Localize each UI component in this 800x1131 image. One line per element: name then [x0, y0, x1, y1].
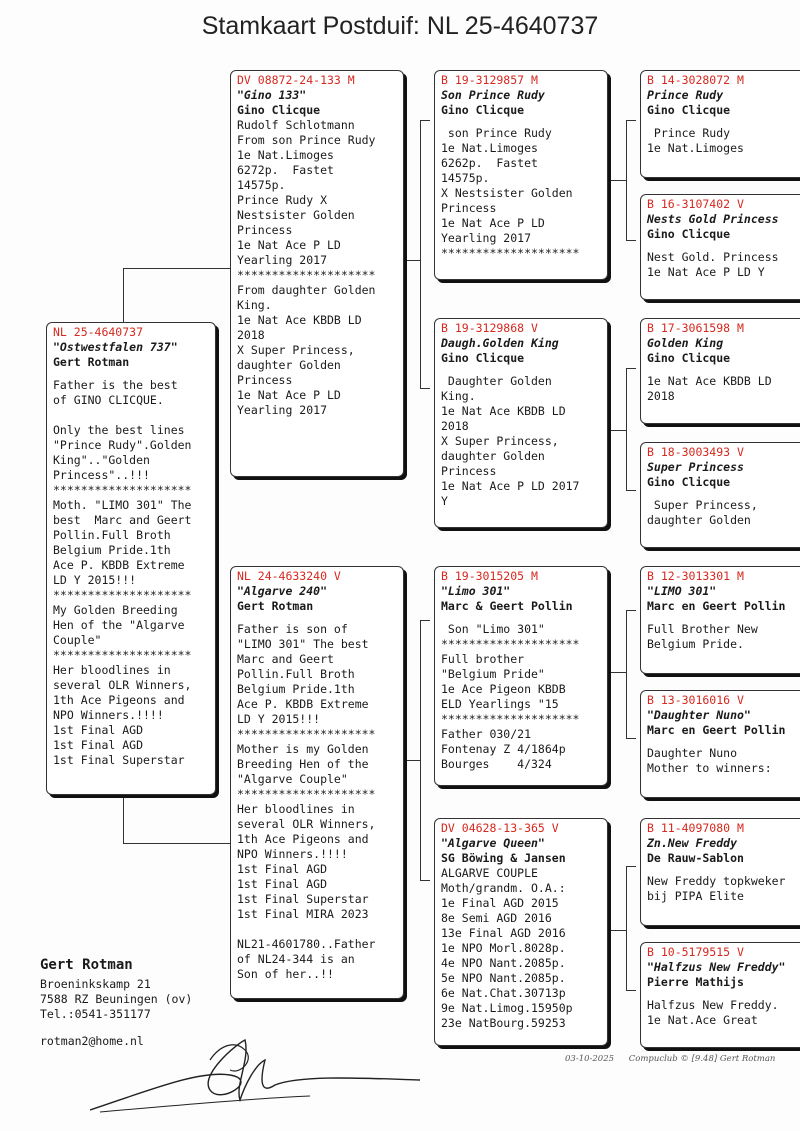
ring-number: B 12-3013301 M	[647, 569, 744, 583]
connector-line	[404, 760, 420, 761]
software-credit: Compuclub © [9.48] Gert Rotman	[628, 1054, 776, 1064]
connector-line	[626, 368, 636, 369]
breeder-name: De Rauw-Sablon	[647, 851, 744, 865]
pigeon-info: Nest Gold. Princess 1e Nat Ace P LD Y	[647, 250, 779, 279]
breeder-name: Gino Clicque	[647, 227, 731, 241]
pigeon-card-mother[interactable]	[230, 566, 404, 999]
pigeon-card-mother-father[interactable]	[434, 566, 608, 786]
connector-line	[626, 990, 636, 991]
pigeon-card-ffm[interactable]	[640, 194, 800, 300]
ring-number: B 19-3129857 M	[441, 73, 538, 87]
ring-number: NL 24-4633240 V	[237, 569, 341, 583]
pigeon-card-fmf[interactable]	[640, 318, 800, 424]
footer	[565, 1054, 787, 1064]
pigeon-info: Halfzus New Freddy. 1e Nat.Ace Great	[647, 998, 779, 1027]
pigeon-info: Father is the best of GINO CLICQUE. Only the best lines "Prince Rudy".Golden King".."Golden Princess"..!!! ******************** Moth. "LIMO 301" The best Marc and Geert Pollin.Full Broth Belgium Pride.1th Ace P. KBDB Extreme LD Y 2015!!! ******************** My Golden Breeding Hen of the "Algarve Couple" ******************** Her bloodlines in several OLR Winners, 1th Ace Pigeons and NPO Winners.!!!! 1st Final AGD 1st Final AGD 1st Final Superstar	[53, 378, 192, 767]
connector-line	[420, 120, 430, 121]
breeder-name: Gino Clicque	[441, 103, 525, 117]
page-title: Stamkaart Postduif: NL 25-4640737	[201, 12, 599, 40]
pigeon-name: "Algarve 240"	[237, 584, 328, 598]
signature-image	[60, 1030, 440, 1120]
connector-line	[123, 843, 230, 844]
pigeon-info: Daughter Nuno Mother to winners:	[647, 746, 772, 775]
ring-number: B 11-4097080 M	[647, 821, 744, 835]
connector-line	[626, 240, 636, 241]
breeder-name: Marc en Geert Pollin	[647, 723, 786, 737]
connector-line	[404, 260, 420, 261]
pigeon-name: "Daughter Nuno"	[647, 708, 751, 722]
ring-number: B 13-3016016 V	[647, 693, 744, 707]
print-date: 03-10-2025	[565, 1054, 615, 1064]
connector-line	[626, 610, 636, 611]
connector-line	[626, 120, 636, 121]
pigeon-info: Daughter Golden King. 1e Nat Ace KBDB LD 2018 X Super Princess, daughter Golden Princess 1e Nat Ace P LD 2017 Y	[441, 374, 580, 508]
pigeon-info: New Freddy topkweker bij PIPA Elite	[647, 874, 786, 903]
connector-line	[420, 620, 421, 880]
connector-line	[626, 610, 627, 738]
pigeon-name: Zn.New Freddy	[647, 836, 738, 850]
pigeon-name: "Halfzus New Freddy"	[647, 960, 786, 974]
pigeon-name: "LIMO 301"	[647, 584, 717, 598]
pigeon-name: Golden King	[647, 336, 724, 350]
connector-line	[420, 880, 430, 881]
pigeon-card-mother-mother[interactable]	[434, 818, 608, 1046]
breeder-name: Pierre Mathijs	[647, 975, 744, 989]
owner-email: rotman2@home.nl	[40, 1034, 144, 1048]
ring-number: DV 04628-13-365 V	[441, 821, 559, 835]
connector-line	[608, 180, 626, 181]
pigeon-name: "Gino 133"	[237, 88, 307, 102]
pigeon-name: Son Prince Rudy	[441, 88, 545, 102]
connector-line	[626, 866, 636, 867]
breeder-name: Gino Clicque	[647, 351, 731, 365]
breeder-name: Gino Clicque	[441, 351, 525, 365]
pigeon-info: Father is son of "LIMO 301" The best Marc and Geert Pollin.Full Broth Belgium Pride.1th Ace P. KBDB Extreme LD Y 2015!!! ******************** Mother is my Golden Breeding Hen of the "Algarve Couple" ******************** Her bloodlines in several OLR Winners, 1th Ace Pigeons and NPO Winners.!!!! 1st Final AGD 1st Final AGD 1st Final Superstar 1st Final MIRA 2023 NL21-4601780..Father of NL24-344 is an Son of her..!!	[237, 622, 376, 981]
breeder-name: Gino Clicque	[237, 103, 321, 117]
pigeon-name: Nests Gold Princess	[647, 212, 779, 226]
ring-number: B 14-3028072 M	[647, 73, 744, 87]
breeder-name: Gino Clicque	[647, 475, 731, 489]
pigeon-card-mff[interactable]	[640, 566, 800, 674]
breeder-name: Gino Clicque	[647, 103, 731, 117]
pigeon-card-mmm[interactable]	[640, 942, 800, 1048]
connector-line	[608, 930, 626, 931]
pigeon-card-fff[interactable]	[640, 70, 800, 178]
connector-line	[626, 368, 627, 490]
connector-line	[608, 430, 626, 431]
ring-number: B 16-3107402 V	[647, 197, 744, 211]
ring-number: B 19-3015205 M	[441, 569, 538, 583]
pigeon-name: "Ostwestfalen 737"	[53, 340, 178, 354]
breeder-name: Marc & Geert Pollin	[441, 599, 573, 613]
connector-line	[420, 120, 421, 388]
connector-line	[608, 672, 626, 673]
pigeon-name: "Limo 301"	[441, 584, 511, 598]
breeder-name: Gert Rotman	[237, 599, 314, 613]
ring-number: DV 08872-24-133 M	[237, 73, 355, 87]
breeder-name: Gert Rotman	[53, 355, 130, 369]
pigeon-name: Super Princess	[647, 460, 744, 474]
ring-number: B 17-3061598 M	[647, 321, 744, 335]
pigeon-name: Prince Rudy	[647, 88, 724, 102]
pigeon-info: Full Brother New Belgium Pride.	[647, 622, 758, 651]
pigeon-info: Rudolf Schlotmann From son Prince Rudy 1e Nat.Limoges 6272p. Fastet 14575p. Prince Rudy X Nestsister Golden Princess 1e Nat Ace P LD Yearling 2017 ******************** From daughter Golden King. 1e Nat Ace KBDB LD 2018 X Super Princess, daughter Golden Princess 1e Nat Ace P LD Yearling 2017	[237, 118, 376, 417]
connector-line	[420, 388, 430, 389]
ring-number: B 19-3129868 V	[441, 321, 538, 335]
pigeon-card-subject[interactable]	[46, 322, 216, 795]
pigeon-info: Super Princess, daughter Golden	[647, 498, 758, 527]
pigeon-info: Prince Rudy 1e Nat.Limoges	[647, 126, 744, 155]
breeder-name: Marc en Geert Pollin	[647, 599, 786, 613]
ring-number: NL 25-4640737	[53, 325, 144, 339]
ring-number: B 18-3003493 V	[647, 445, 744, 459]
connector-line	[626, 120, 627, 240]
pigeon-info: 1e Nat Ace KBDB LD 2018	[647, 374, 772, 403]
pigeon-info: Son "Limo 301" ******************** Full brother "Belgium Pride" 1e Ace Pigeon KBDB ELD Yearlings "15 ******************** Father 030/21 Fontenay Z 4/1864p Bourges 4/324	[441, 622, 580, 771]
connector-line	[626, 738, 636, 739]
pigeon-card-mfm[interactable]	[640, 690, 800, 798]
pigeon-card-father[interactable]	[230, 70, 404, 477]
pigeon-info: son Prince Rudy 1e Nat.Limoges 6262p. Fastet 14575p. X Nestsister Golden Princess 1e Nat Ace P LD Yearling 2017 ********************	[441, 126, 580, 260]
connector-line	[123, 795, 124, 843]
ring-number: B 10-5179515 V	[647, 945, 744, 959]
owner-phone: Tel.:0541-351177	[40, 1007, 151, 1021]
owner-street: Broeninkskamp 21	[40, 977, 151, 991]
breeder-name: SG Böwing & Jansen	[441, 851, 566, 865]
pigeon-name: "Algarve Queen"	[441, 836, 545, 850]
pigeon-card-father-mother[interactable]	[434, 318, 608, 528]
connector-line	[123, 268, 124, 322]
owner-city: 7588 RZ Beuningen (ov)	[40, 992, 193, 1006]
pigeon-card-mmf[interactable]	[640, 818, 800, 926]
connector-line	[123, 268, 230, 269]
pigeon-card-father-father[interactable]	[434, 70, 608, 280]
pigeon-card-fmm[interactable]	[640, 442, 800, 548]
owner-name: Gert Rotman	[40, 957, 133, 973]
pigeon-name: Daugh.Golden King	[441, 336, 559, 350]
connector-line	[626, 866, 627, 990]
connector-line	[420, 620, 430, 621]
pigeon-info: ALGARVE COUPLE Moth/grandm. O.A.: 1e Final AGD 2015 8e Semi AGD 2016 13e Final AGD 2016 1e NPO Morl.8028p. 4e NPO Nant.2085p. 5e NPO Nant.2085p. 6e Nat.Chat.30713p 9e Nat.Limog.15950p 23e NatBourg.59253	[441, 866, 573, 1030]
connector-line	[626, 490, 636, 491]
